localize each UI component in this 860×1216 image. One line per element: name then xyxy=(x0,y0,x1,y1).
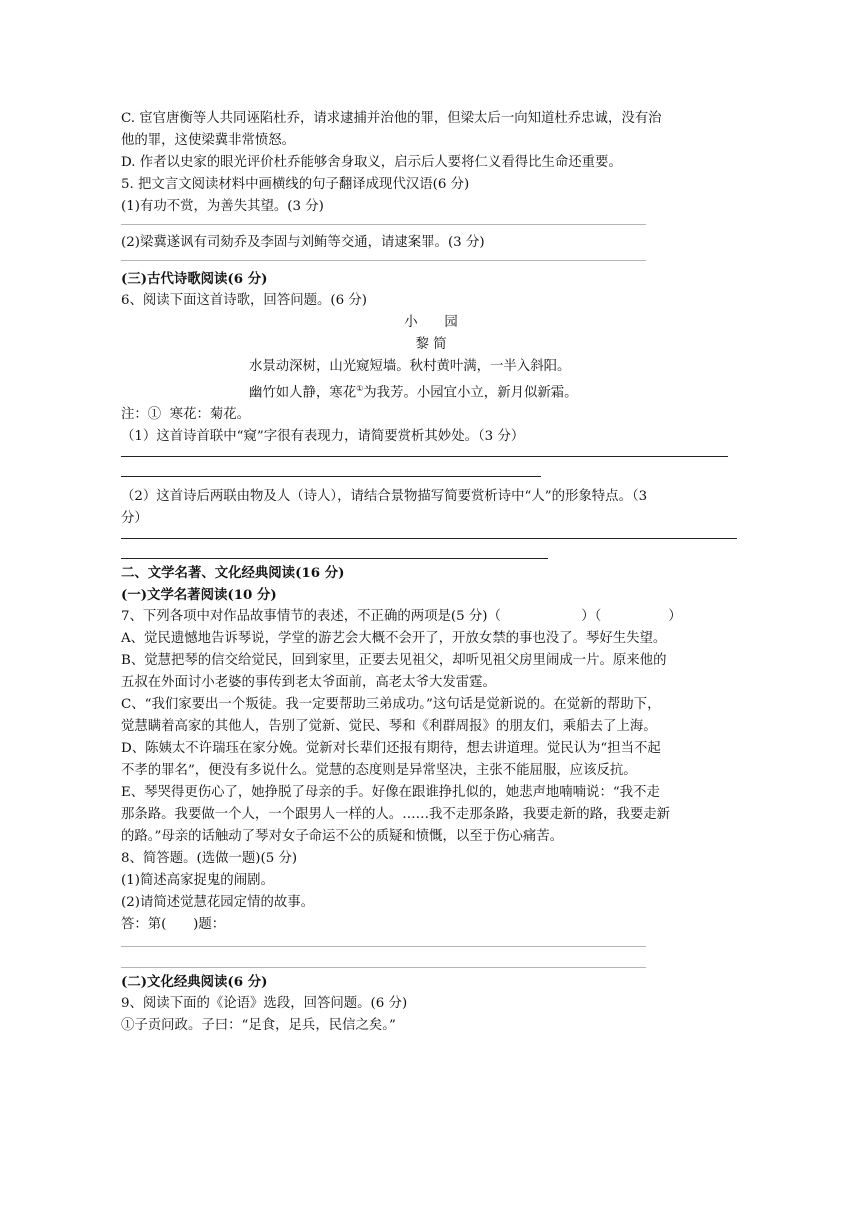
question-7: 7、下列各项中对作品故事情节的表述，不正确的两项是(5 分)（ ）（ ） xyxy=(121,609,682,625)
poem-author: 黎 简 xyxy=(415,337,447,352)
question-6-part2-line2: 分） xyxy=(121,511,148,527)
section-heading-classics: (一)文学名著阅读(10 分) xyxy=(121,587,277,604)
answer-line[interactable] xyxy=(121,260,646,261)
question-8: 8、简答题。(选做一题)(5 分) xyxy=(121,851,298,867)
answer-line[interactable] xyxy=(121,946,646,947)
document-page xyxy=(121,108,741,1037)
question-8-option1: (1)简述高家捉鬼的闹剧。 xyxy=(121,873,274,889)
question-6-part1: （1）这首诗首联中“窥”字很有表现力，请简要赏析其妙处。（3 分） xyxy=(121,429,525,445)
section-heading-culture: (二)文化经典阅读(6 分) xyxy=(121,974,268,991)
poem-line-2 xyxy=(121,378,741,404)
answer-line[interactable] xyxy=(121,224,646,225)
option-d7-line2: 不孝的罪名”，便没有多说什么。觉慧的态度则是异常坚决，主张不能屈服，应该反抗。 xyxy=(121,763,637,779)
option-b-line1: B、觉慧把琴的信交给觉民，回到家里，正要去见祖父，却听见祖父房里闹成一片。原来他的 xyxy=(121,653,667,669)
poem-note: 注：① 寒花：菊花。 xyxy=(121,407,251,423)
option-c-line1: C. 宦官唐衡等人共同诬陷杜乔，请求逮捕并治他的罪，但梁太后一向知道杜乔忠诚，没有治 xyxy=(121,111,662,126)
answer-line[interactable] xyxy=(121,558,548,559)
question-6: 6、阅读下面这首诗歌，回答问题。(6 分) xyxy=(121,293,367,308)
poem-line-2-end: 为我芳。小园宜小立，新月似新霜。 xyxy=(363,385,578,401)
option-a: A、觉民遗憾地告诉琴说，学堂的游艺会大概不会开了，开放女禁的事也没了。琴好生失望。 xyxy=(121,631,667,647)
option-b-line2: 五叔在外面讨小老婆的事传到老太爷面前，高老太爷大发雷霆。 xyxy=(121,675,496,691)
question-5-part1: (1)有功不赏，为善失其望。(3 分) xyxy=(121,199,324,214)
option-c7-line1: C、“我们家要出一个叛徒。我一定要帮助三弟成功。”这句话是觉新说的。在觉新的帮助下， xyxy=(121,697,661,713)
option-c-line2: 他的罪，这使梁冀非常愤怒。 xyxy=(121,133,296,148)
footnote-marker: ① xyxy=(356,384,364,393)
poem-line-2-start: 幽竹如人静，寒花 xyxy=(249,385,357,401)
part-2-heading: 二、文学名著、文化经典阅读(16 分) xyxy=(121,565,345,582)
answer-line[interactable] xyxy=(121,456,728,457)
option-e-line3: 的路。”母亲的话触动了琴对女子命运不公的质疑和愤慨，以至于伤心痛苦。 xyxy=(121,829,564,845)
question-5-part2: (2)梁冀遂讽有司劾乔及李固与刘鲔等交通，请逮案罪。(3 分) xyxy=(121,235,485,250)
option-e-line1: E、琴哭得更伤心了，她挣脱了母亲的手。好像在跟谁挣扎似的，她悲声地喃喃说：“我不走 xyxy=(121,785,660,801)
question-9-passage1: ①子贡问政。子曰：“足食，足兵，民信之矣。” xyxy=(121,1018,396,1034)
poem-line-1: 水景动深树，山光窥短墙。秋村黄叶满，一半入斜阳。 xyxy=(249,359,571,374)
answer-line[interactable] xyxy=(121,476,541,477)
question-8-option2: (2)请简述觉慧花园定情的故事。 xyxy=(121,895,315,911)
answer-prompt: 答：第( )题： xyxy=(121,917,226,933)
poem-title: 小 园 xyxy=(404,315,458,330)
answer-line[interactable] xyxy=(121,967,646,968)
option-c7-line2: 觉慧瞒着高家的其他人，告别了觉新、觉民、琴和《利群周报》的朋友们，乘船去了上海。 xyxy=(121,719,657,735)
section-heading-poetry: (三)古代诗歌阅读(6 分) xyxy=(121,271,268,287)
answer-line[interactable] xyxy=(121,538,737,539)
question-6-part2-line1: （2）这首诗后两联由物及人（诗人），请结合景物描写简要赏析诗中“人”的形象特点。（3 xyxy=(121,489,648,505)
question-9: 9、阅读下面的《论语》选段，回答问题。(6 分) xyxy=(121,996,408,1012)
option-d7-line1: D、陈姨太不许瑞珏在家分娩。觉新对长辈们还报有期待，想去讲道理。觉民认为“担当不起 xyxy=(121,741,661,757)
question-5: 5. 把文言文阅读材料中画横线的句子翻译成现代汉语(6 分) xyxy=(121,177,470,192)
option-e-line2: 那条路。我要做一个人，一个跟男人一样的人。……我不走那条路，我要走新的路，我要走新 xyxy=(121,807,671,823)
option-d: D. 作者以史家的眼光评价杜乔能够舍身取义，启示后人要将仁义看得比生命还重要。 xyxy=(121,155,622,170)
